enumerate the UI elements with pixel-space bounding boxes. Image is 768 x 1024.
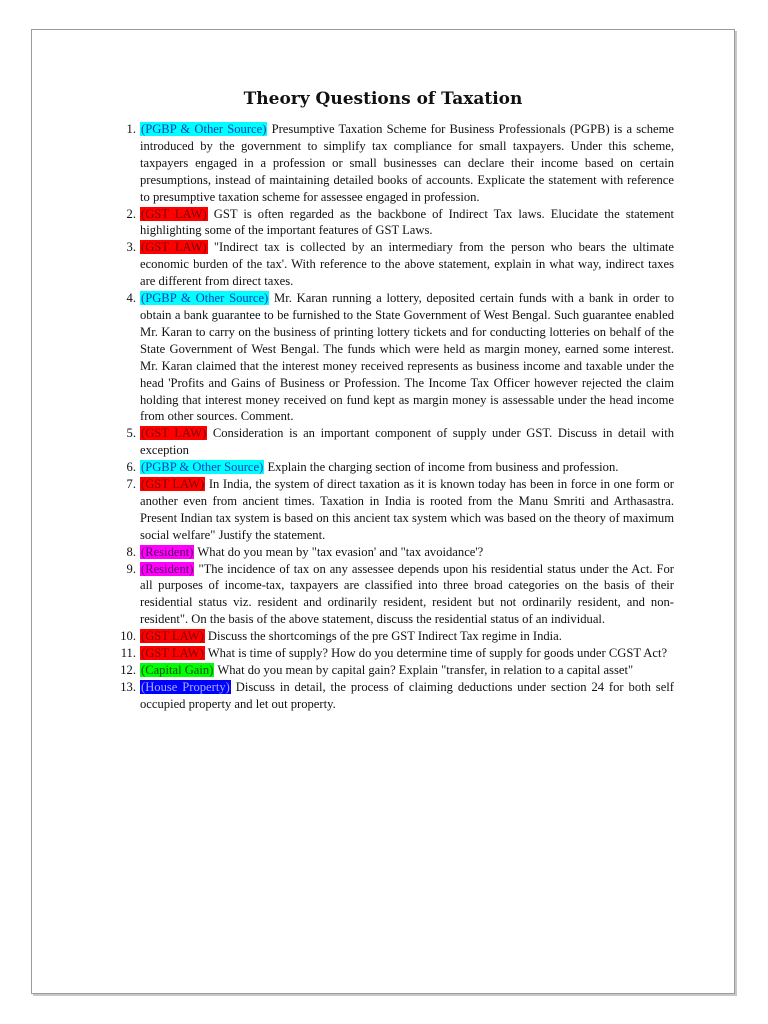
topic-tag: (GST LAW) xyxy=(141,426,207,441)
question-text: Explain the charging section of income from business and profession. xyxy=(267,460,619,475)
question-number: 8. xyxy=(126,544,136,559)
question-number: 3. xyxy=(126,240,136,255)
question-number: 1. xyxy=(126,122,136,136)
question-text: Discuss the shortcomings of the pre GST Indirect Tax regime in India. xyxy=(207,629,562,644)
question-text: Presumptive Taxation Scheme for Business Professionals (PGPB) is a scheme introduced by the government to simplify tax compliance for small taxpayers. Under this scheme, taxpayers engaged in a profession or small businesses can declare their income based on certain presumptions, instead of maintaining detailed books of accounts. Explicate the statement with reference to presumptive taxation scheme for assessee engaged in profession. xyxy=(140,122,675,204)
question-item xyxy=(126,239,675,290)
question-number: 9. xyxy=(126,561,136,576)
question-item xyxy=(120,628,674,645)
question-item xyxy=(120,662,674,679)
topic-tag: (GST LAW) xyxy=(141,206,207,221)
question-text: What do you mean by capital gain? Explain "transfer, in relation to a capital asset" xyxy=(217,663,634,677)
question-item xyxy=(126,121,675,206)
question-number: 6. xyxy=(126,460,136,475)
topic-tag: (GST LAW) xyxy=(141,629,204,644)
question-list xyxy=(120,121,675,713)
question-text: "Indirect tax is collected by an intermediary from the person who bears the ultimate economic burden of the tax'. With reference to the above statement, explain in what way, indirect taxes are different from direct taxes. xyxy=(140,240,675,289)
question-text: Discuss in detail, the process of claiming deductions under section 24 for both self occupied property and let out property. xyxy=(140,679,674,711)
question-item xyxy=(126,290,674,425)
question-item xyxy=(126,459,674,476)
question-number: 11. xyxy=(120,646,136,661)
question-number: 13. xyxy=(120,679,136,694)
topic-tag: (GST LAW) xyxy=(141,646,204,661)
document-title: Theory Questions of Taxation xyxy=(243,89,523,109)
question-item xyxy=(120,645,674,662)
topic-tag: (Resident) xyxy=(141,561,194,576)
topic-tag: (House Property) xyxy=(141,679,230,694)
topic-tag: (GST LAW) xyxy=(141,477,205,492)
question-number: 5. xyxy=(126,426,136,441)
question-item xyxy=(126,206,675,240)
document-page xyxy=(31,29,735,994)
question-item xyxy=(126,425,674,459)
question-text: In India, the system of direct taxation as it is known today has been in force in one form or another even from ancient times. Taxation in India is rooted from the Manu Smriti and Arthasastra. Present Indian tax system is based on this ancient tax system which was based on the theory of maximum social welfare" Justify the statement. xyxy=(140,477,674,542)
question-text: "The incidence of tax on any assessee depends upon his residential status under the Act. For all purposes of income-tax, taxpayers are classified into three broad categories on the basis of their residential status viz. resident and ordinarily resident, resident but not ordinarily resident, and non-resident". On the basis of the above statement, discuss the residential status of an individual. xyxy=(140,561,674,627)
topic-tag: (PGBP & Other Source) xyxy=(141,291,269,306)
question-text: GST is often regarded as the backbone of Indirect Tax laws. Elucidate the statement highlighting some of the important features of GST Laws. xyxy=(140,206,675,238)
question-text: Consideration is an important component of supply under GST. Discuss in detail with exception xyxy=(140,426,674,458)
question-number: 2. xyxy=(126,206,136,221)
question-text: What do you mean by "tax evasion' and "tax avoidance'? xyxy=(197,544,484,559)
topic-tag: (Resident) xyxy=(141,544,194,559)
topic-tag: (Capital Gain) xyxy=(141,663,214,677)
question-number: 12. xyxy=(120,663,136,677)
question-number: 4. xyxy=(126,291,136,306)
question-item xyxy=(126,544,674,561)
topic-tag: (GST LAW) xyxy=(141,240,207,255)
question-item xyxy=(120,679,674,713)
question-number: 7. xyxy=(126,477,136,492)
question-item xyxy=(126,476,674,544)
question-item xyxy=(126,561,674,629)
topic-tag: (PGBP & Other Source) xyxy=(141,122,267,136)
question-text: Mr. Karan running a lottery, deposited certain funds with a bank in order to obtain a bank guarantee to be furnished to the State Government of West Bengal. Such guarantee enabled Mr. Karan to carry on the business of printing lottery tickets and for conducting lotteries on behalf of the State Government of West Bengal. The funds which were held as margin money, earned some interest. Mr. Karan claimed that the interest money received represents as business income and taxable under the head 'Profits and Gains of Business or Profession. The Income Tax Officer however rejected the claim holding that interest money received on fund kept as margin money is assessable under the head income from other sources. Comment. xyxy=(140,291,674,424)
question-text: What is time of supply? How do you determine time of supply for goods under CGST Act? xyxy=(207,646,668,661)
question-number: 10. xyxy=(120,629,136,644)
topic-tag: (PGBP & Other Source) xyxy=(141,460,264,475)
